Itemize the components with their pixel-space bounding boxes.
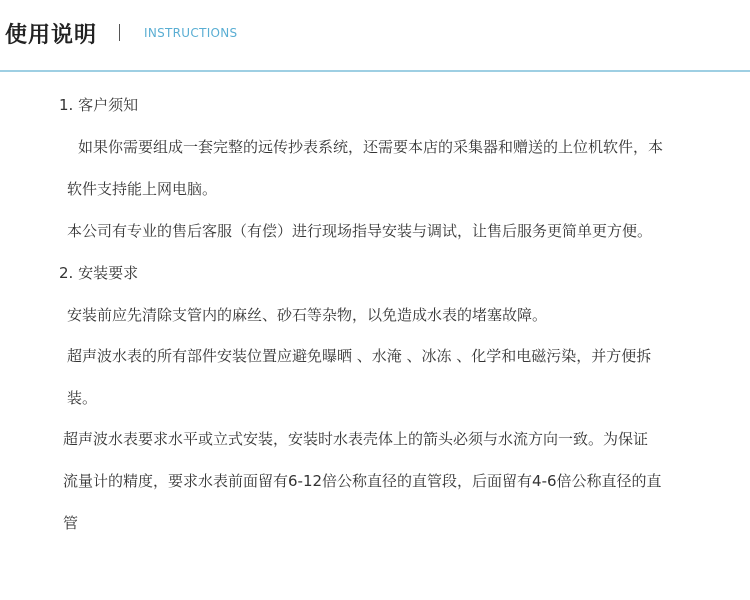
page-subtitle: INSTRUCTIONS xyxy=(144,26,238,40)
paragraph-line: 超声波水表要求水平或立式安装，安装时水表壳体上的箭头必须与水流方向一致。为保证 xyxy=(63,430,649,448)
title-divider xyxy=(119,24,120,41)
section-heading-customer-notice: 1. 客户须知 xyxy=(59,96,139,114)
page-header xyxy=(0,0,750,72)
paragraph-line: 软件支持能上网电脑。 xyxy=(67,180,218,198)
paragraph-line: 如果你需要组成一套完整的远传抄表系统，还需要本店的采集器和赠送的上位机软件，本 xyxy=(78,138,664,156)
paragraph-line: 安装前应先清除支管内的麻丝、砂石等杂物，以免造成水表的堵塞故障。 xyxy=(67,306,548,324)
paragraph-line: 流量计的精度，要求水表前面留有6-12倍公称直径的直管段，后面留有4-6倍公称直径的直 xyxy=(63,472,662,490)
paragraph-line: 超声波水表的所有部件安装位置应避免曝晒 、水淹 、冰冻 、化学和电磁污染，并方便拆 xyxy=(67,347,652,365)
paragraph-line: 装。 xyxy=(67,389,98,407)
page-title: 使用说明 xyxy=(5,23,98,48)
paragraph-line: 管 xyxy=(63,514,79,532)
paragraph-line: 本公司有专业的售后客服（有偿）进行现场指导安装与调试，让售后服务更简单更方便。 xyxy=(67,222,653,240)
section-heading-install-requirements: 2. 安装要求 xyxy=(59,264,139,282)
